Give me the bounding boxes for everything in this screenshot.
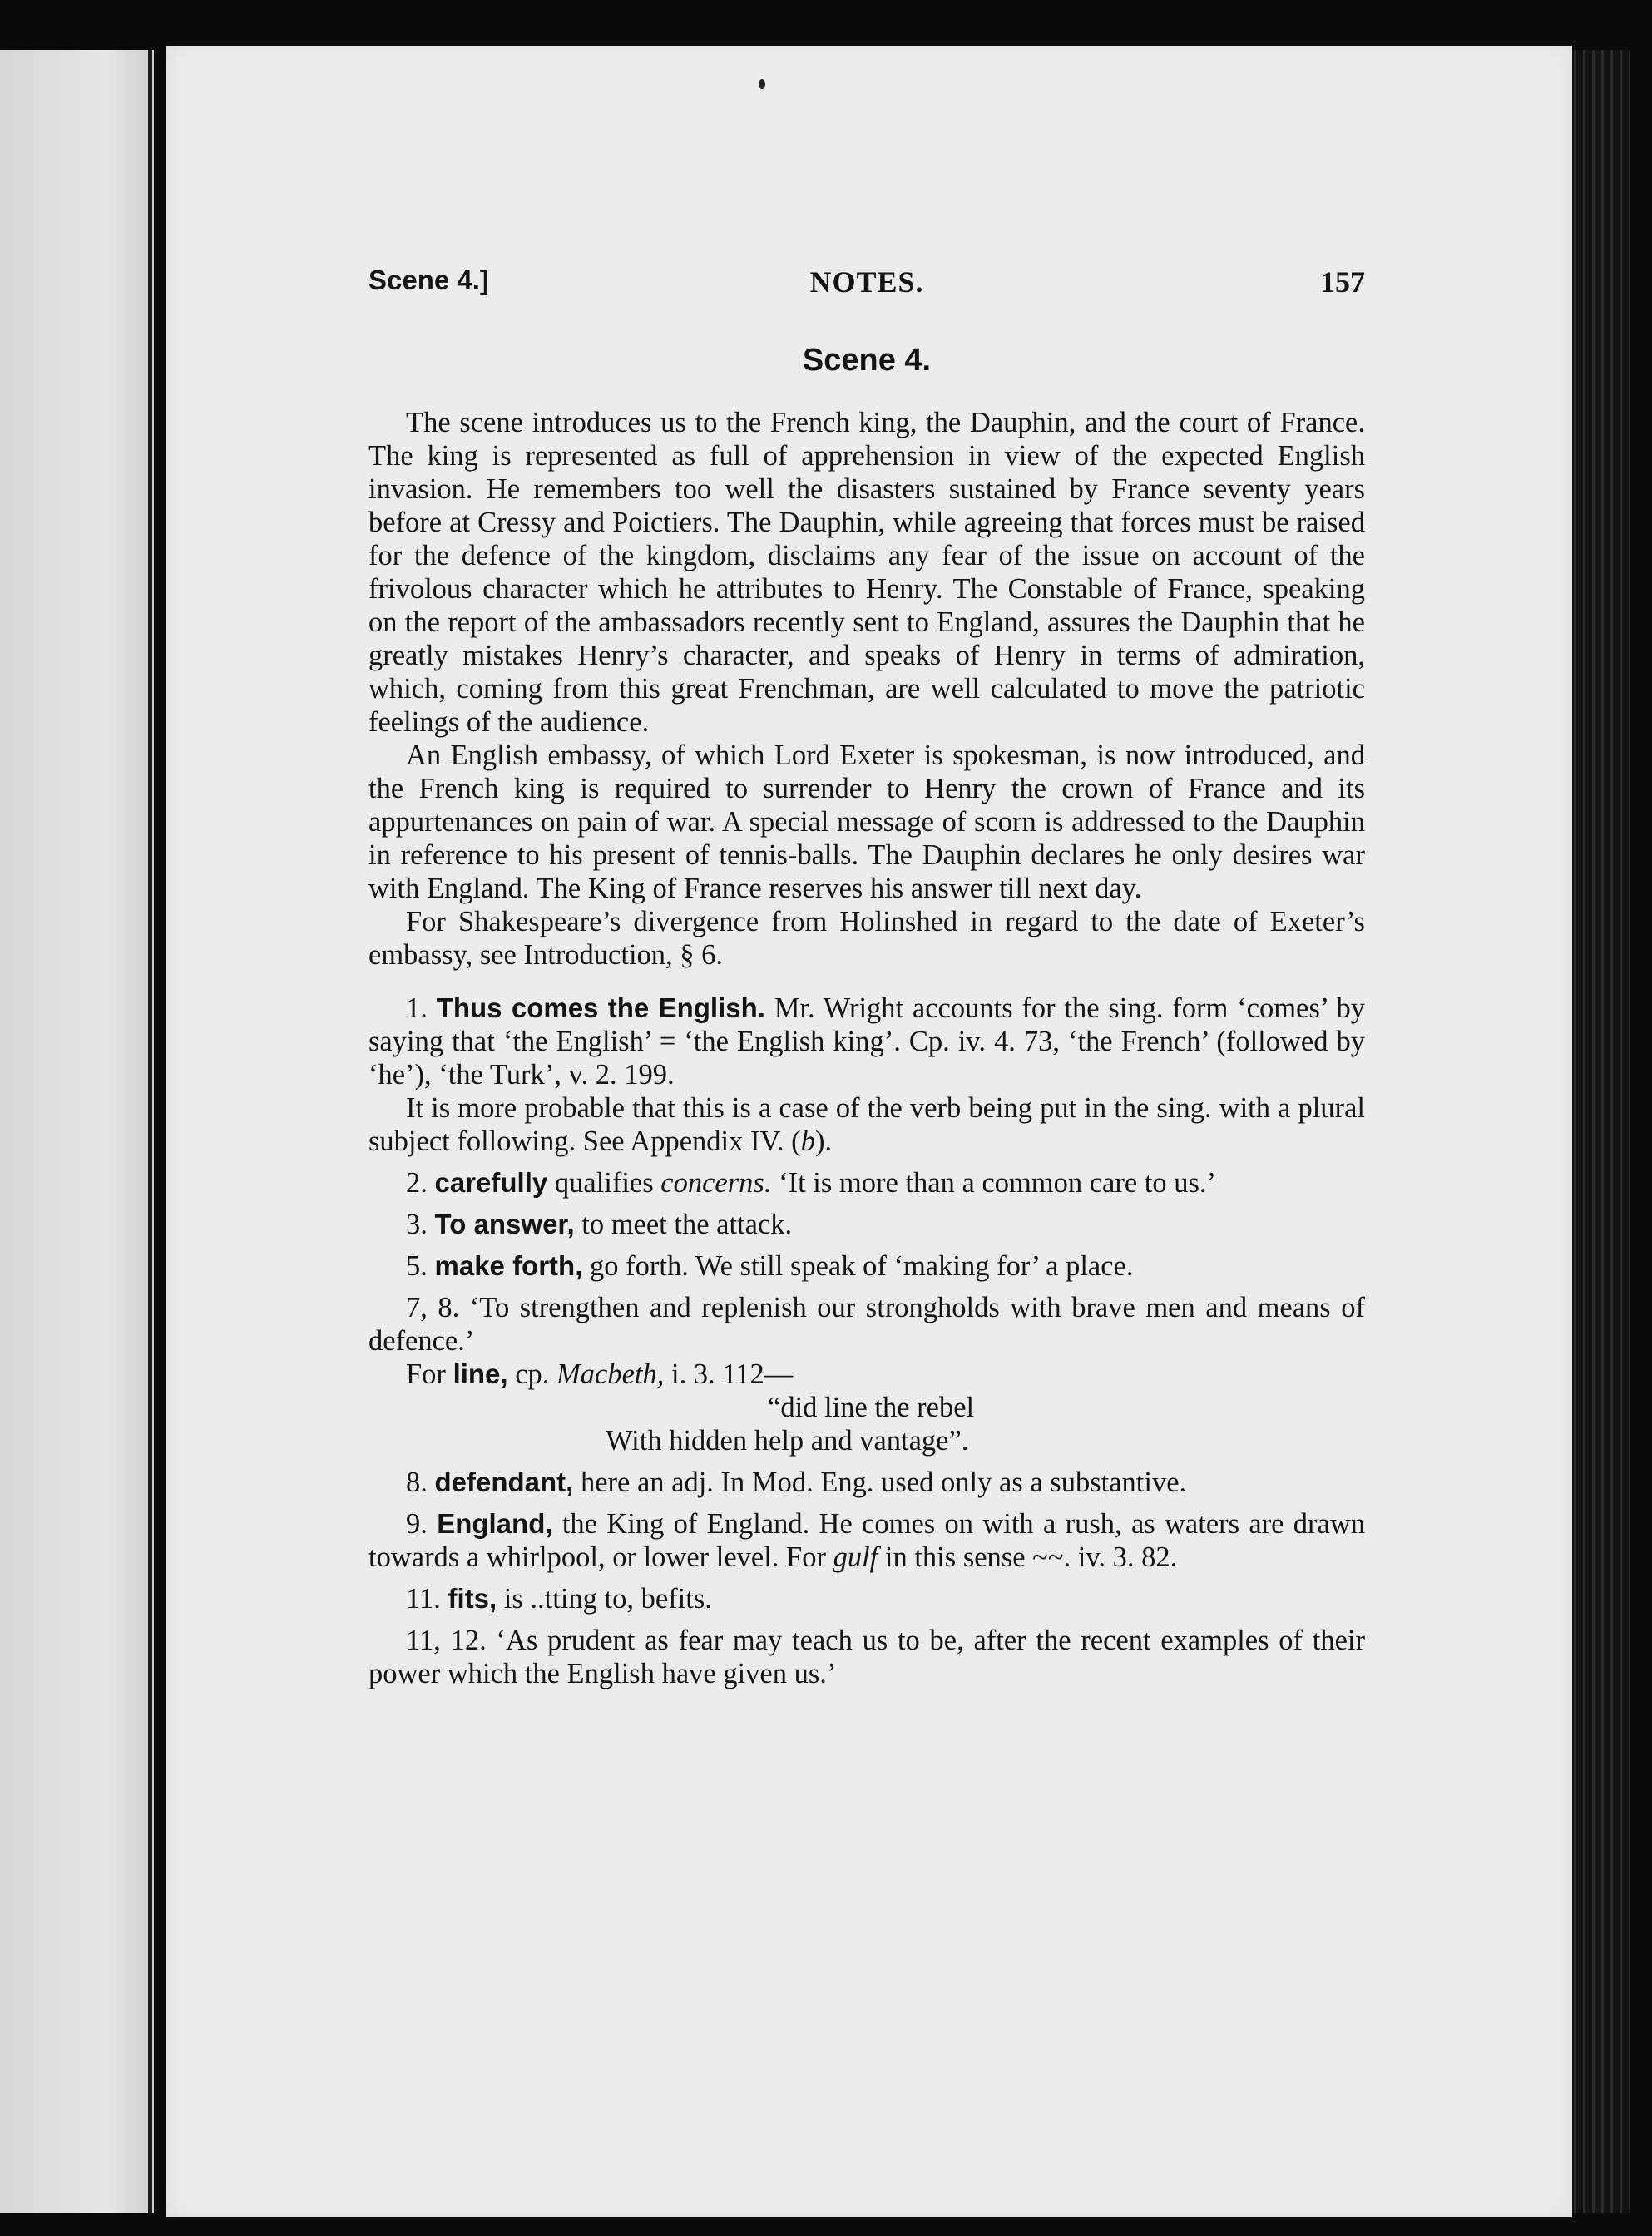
note-text: the King of England. He comes on with a rush, as waters are drawn towards a whirlpool, or lower level. For xyxy=(368,1508,1365,1573)
note-lemma: Thus comes the English. xyxy=(436,992,765,1023)
spacer xyxy=(368,1457,1365,1466)
note-number: 3. xyxy=(406,1209,428,1240)
note-lemma: defendant, xyxy=(434,1467,574,1497)
note-text: qualifies xyxy=(547,1167,661,1199)
note-5 xyxy=(368,1249,1365,1283)
note-number: 11. xyxy=(406,1583,441,1615)
left-page-edge xyxy=(0,50,154,2213)
note-lemma: England, xyxy=(437,1508,553,1539)
note-text: i. 3. 112— xyxy=(664,1358,794,1390)
note-number: 1. xyxy=(406,992,428,1024)
note-text: It is more probable that this is a case of the verb being put in the sing. with a plural subject following. See Appendix IV. ( xyxy=(368,1092,1365,1157)
note-text: here an adj. In Mod. Eng. used only as a substantive. xyxy=(573,1467,1187,1498)
note-lemma: fits, xyxy=(448,1583,497,1614)
note-lemma: carefully xyxy=(434,1167,548,1198)
quotation-line-1: “did line the rebel xyxy=(768,1392,975,1423)
note-text: is ..tting to, befits. xyxy=(497,1583,712,1615)
note-number: 9. xyxy=(406,1508,428,1540)
quotation-line-2: With hidden help and vantage”. xyxy=(606,1425,969,1457)
note-text: to meet the attack. xyxy=(574,1209,793,1240)
ink-speck xyxy=(759,79,765,89)
page-number: 157 xyxy=(1320,265,1365,299)
section-gap xyxy=(368,972,1365,992)
scene-heading: Scene 4. xyxy=(802,343,932,378)
note-italic: b xyxy=(800,1125,815,1157)
running-head xyxy=(368,265,1365,304)
note-italic: gulf xyxy=(833,1541,878,1573)
note-1-continuation xyxy=(368,1091,1365,1158)
note-11 xyxy=(368,1582,1365,1615)
note-text: ‘It is more than a common care to us.’ xyxy=(771,1167,1217,1199)
note-7-8-line xyxy=(368,1358,1365,1391)
note-text: in this sense ~~. iv. 3. 82. xyxy=(878,1541,1178,1573)
intro-paragraph-2: An English embassy, of which Lord Exeter is spokesman, is now introduced, and the French king is required to surrender to Henry the crown of France and its appurtenances on pain of war. A special message of scorn is addressed to the Dauphin in reference to his present of tennis-balls. The Dauphin declares he only desires war with England. The King of France reserves his answer till next day. xyxy=(368,740,1365,904)
note-7-8 xyxy=(368,1291,1365,1358)
note-italic: concerns. xyxy=(660,1167,772,1199)
running-head-scene: Scene 4.] xyxy=(368,265,489,295)
note-9 xyxy=(368,1507,1365,1574)
note-3 xyxy=(368,1208,1365,1241)
note-number: 5. xyxy=(406,1250,428,1282)
notes-body xyxy=(368,406,1365,1699)
note-text: ‘To strengthen and replenish our strongholds with brave men and means of defence.’ xyxy=(368,1292,1365,1357)
note-text: For xyxy=(406,1358,453,1390)
note-2 xyxy=(368,1166,1365,1200)
running-head-title: NOTES. xyxy=(809,265,924,299)
note-text: cp. xyxy=(507,1358,557,1390)
note-lemma: make forth, xyxy=(434,1250,583,1281)
note-text: ‘As prudent as fear may teach us to be, after the recent examples of their power which the English have given us.’ xyxy=(368,1625,1365,1689)
note-8 xyxy=(368,1466,1365,1499)
intro-paragraph-1: The scene introduces us to the French king, the Dauphin, and the court of France. The king is represented as full of apprehension in view of the expected English invasion. He remembers too well the disasters sustained by France seventy years before at Cressy and Poictiers. The Dauphin, while agreeing that forces must be raised for the defence of the kingdom, disclaims any fear of the issue on account of the frivolous character which he attributes to Henry. The Constable of France, speaking on the report of the ambassadors recently sent to England, assures the Dauphin that he greatly mistakes Henry’s character, and speaks of Henry in terms of admiration, which, coming from this great Frenchman, are well calculated to move the patriotic feelings of the audience. xyxy=(368,407,1365,738)
note-lemma: line, xyxy=(453,1358,508,1389)
note-number: 2. xyxy=(406,1167,428,1199)
macbeth-quotation xyxy=(368,1391,1365,1457)
book-binding-edge xyxy=(1570,50,1630,2213)
note-number: 8. xyxy=(406,1467,428,1498)
note-text: Mr. Wright accounts for the sing. form ‘comes’ by saying that ‘the English’ = ‘the English king’. Cp. iv. 4. 73, ‘the French’ (followed by ‘he’), ‘the Turk’, v. 2. 199. xyxy=(368,992,1366,1091)
intro-paragraph-3: For Shakespeare’s divergence from Holinshed in regard to the date of Exeter’s embassy, see Introduction, § 6. xyxy=(368,906,1365,971)
note-number: 7, 8. xyxy=(406,1292,460,1323)
note-text: go forth. We still speak of ‘making for’ a place. xyxy=(582,1250,1134,1282)
note-lemma: To answer, xyxy=(434,1209,575,1239)
page-gutter-line xyxy=(148,50,152,2213)
note-1 xyxy=(368,992,1365,1091)
note-text: ). xyxy=(814,1125,833,1157)
note-italic: Macbeth, xyxy=(556,1358,665,1390)
note-number: 11, 12. xyxy=(406,1625,487,1656)
note-11-12 xyxy=(368,1624,1365,1690)
